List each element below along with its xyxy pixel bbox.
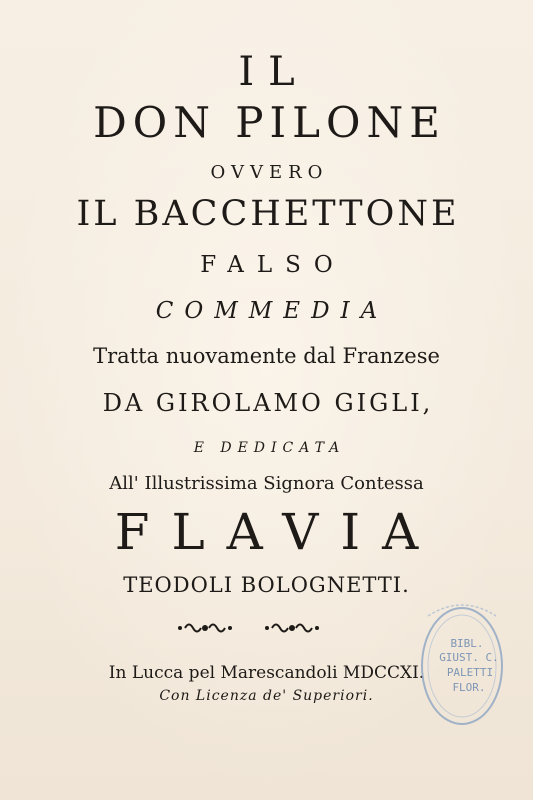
stamp-text: FLOR. <box>452 681 486 694</box>
title-article: IL <box>238 49 309 95</box>
library-stamp <box>414 596 508 730</box>
stamp-text: BIBL. <box>450 637 484 650</box>
author-line: DA GIROLAMO GIGLI, <box>102 389 434 417</box>
alt-title-falso: FALSO <box>200 252 346 278</box>
dedicatee-surname: TEODOLI BOLOGNETTI. <box>123 573 410 597</box>
alt-title: IL BACCHETTONE <box>76 194 460 234</box>
dedication-line: All' Illustrissima Signora Contessa <box>109 473 424 494</box>
genre-line: COMMEDIA <box>155 298 389 324</box>
dedication-heading: E DEDICATA <box>193 440 346 456</box>
stamp-text: PALETTI <box>446 666 494 679</box>
imprint-line: In Lucca pel Marescandoli MDCCXI. <box>108 663 425 683</box>
fleuron-ornament-icon <box>262 618 322 638</box>
title-ovvero: OVVERO <box>210 162 329 183</box>
fleuron-ornament-icon <box>175 618 235 638</box>
stamp-text: GIUST. C. <box>439 651 499 664</box>
translation-note: Tratta nuovamente dal Franzese <box>93 344 440 368</box>
main-title: DON PILONE <box>93 98 446 147</box>
license-line: Con Licenza de' Superiori. <box>159 688 374 704</box>
dedicatee-name: FLAVIA <box>114 503 441 561</box>
